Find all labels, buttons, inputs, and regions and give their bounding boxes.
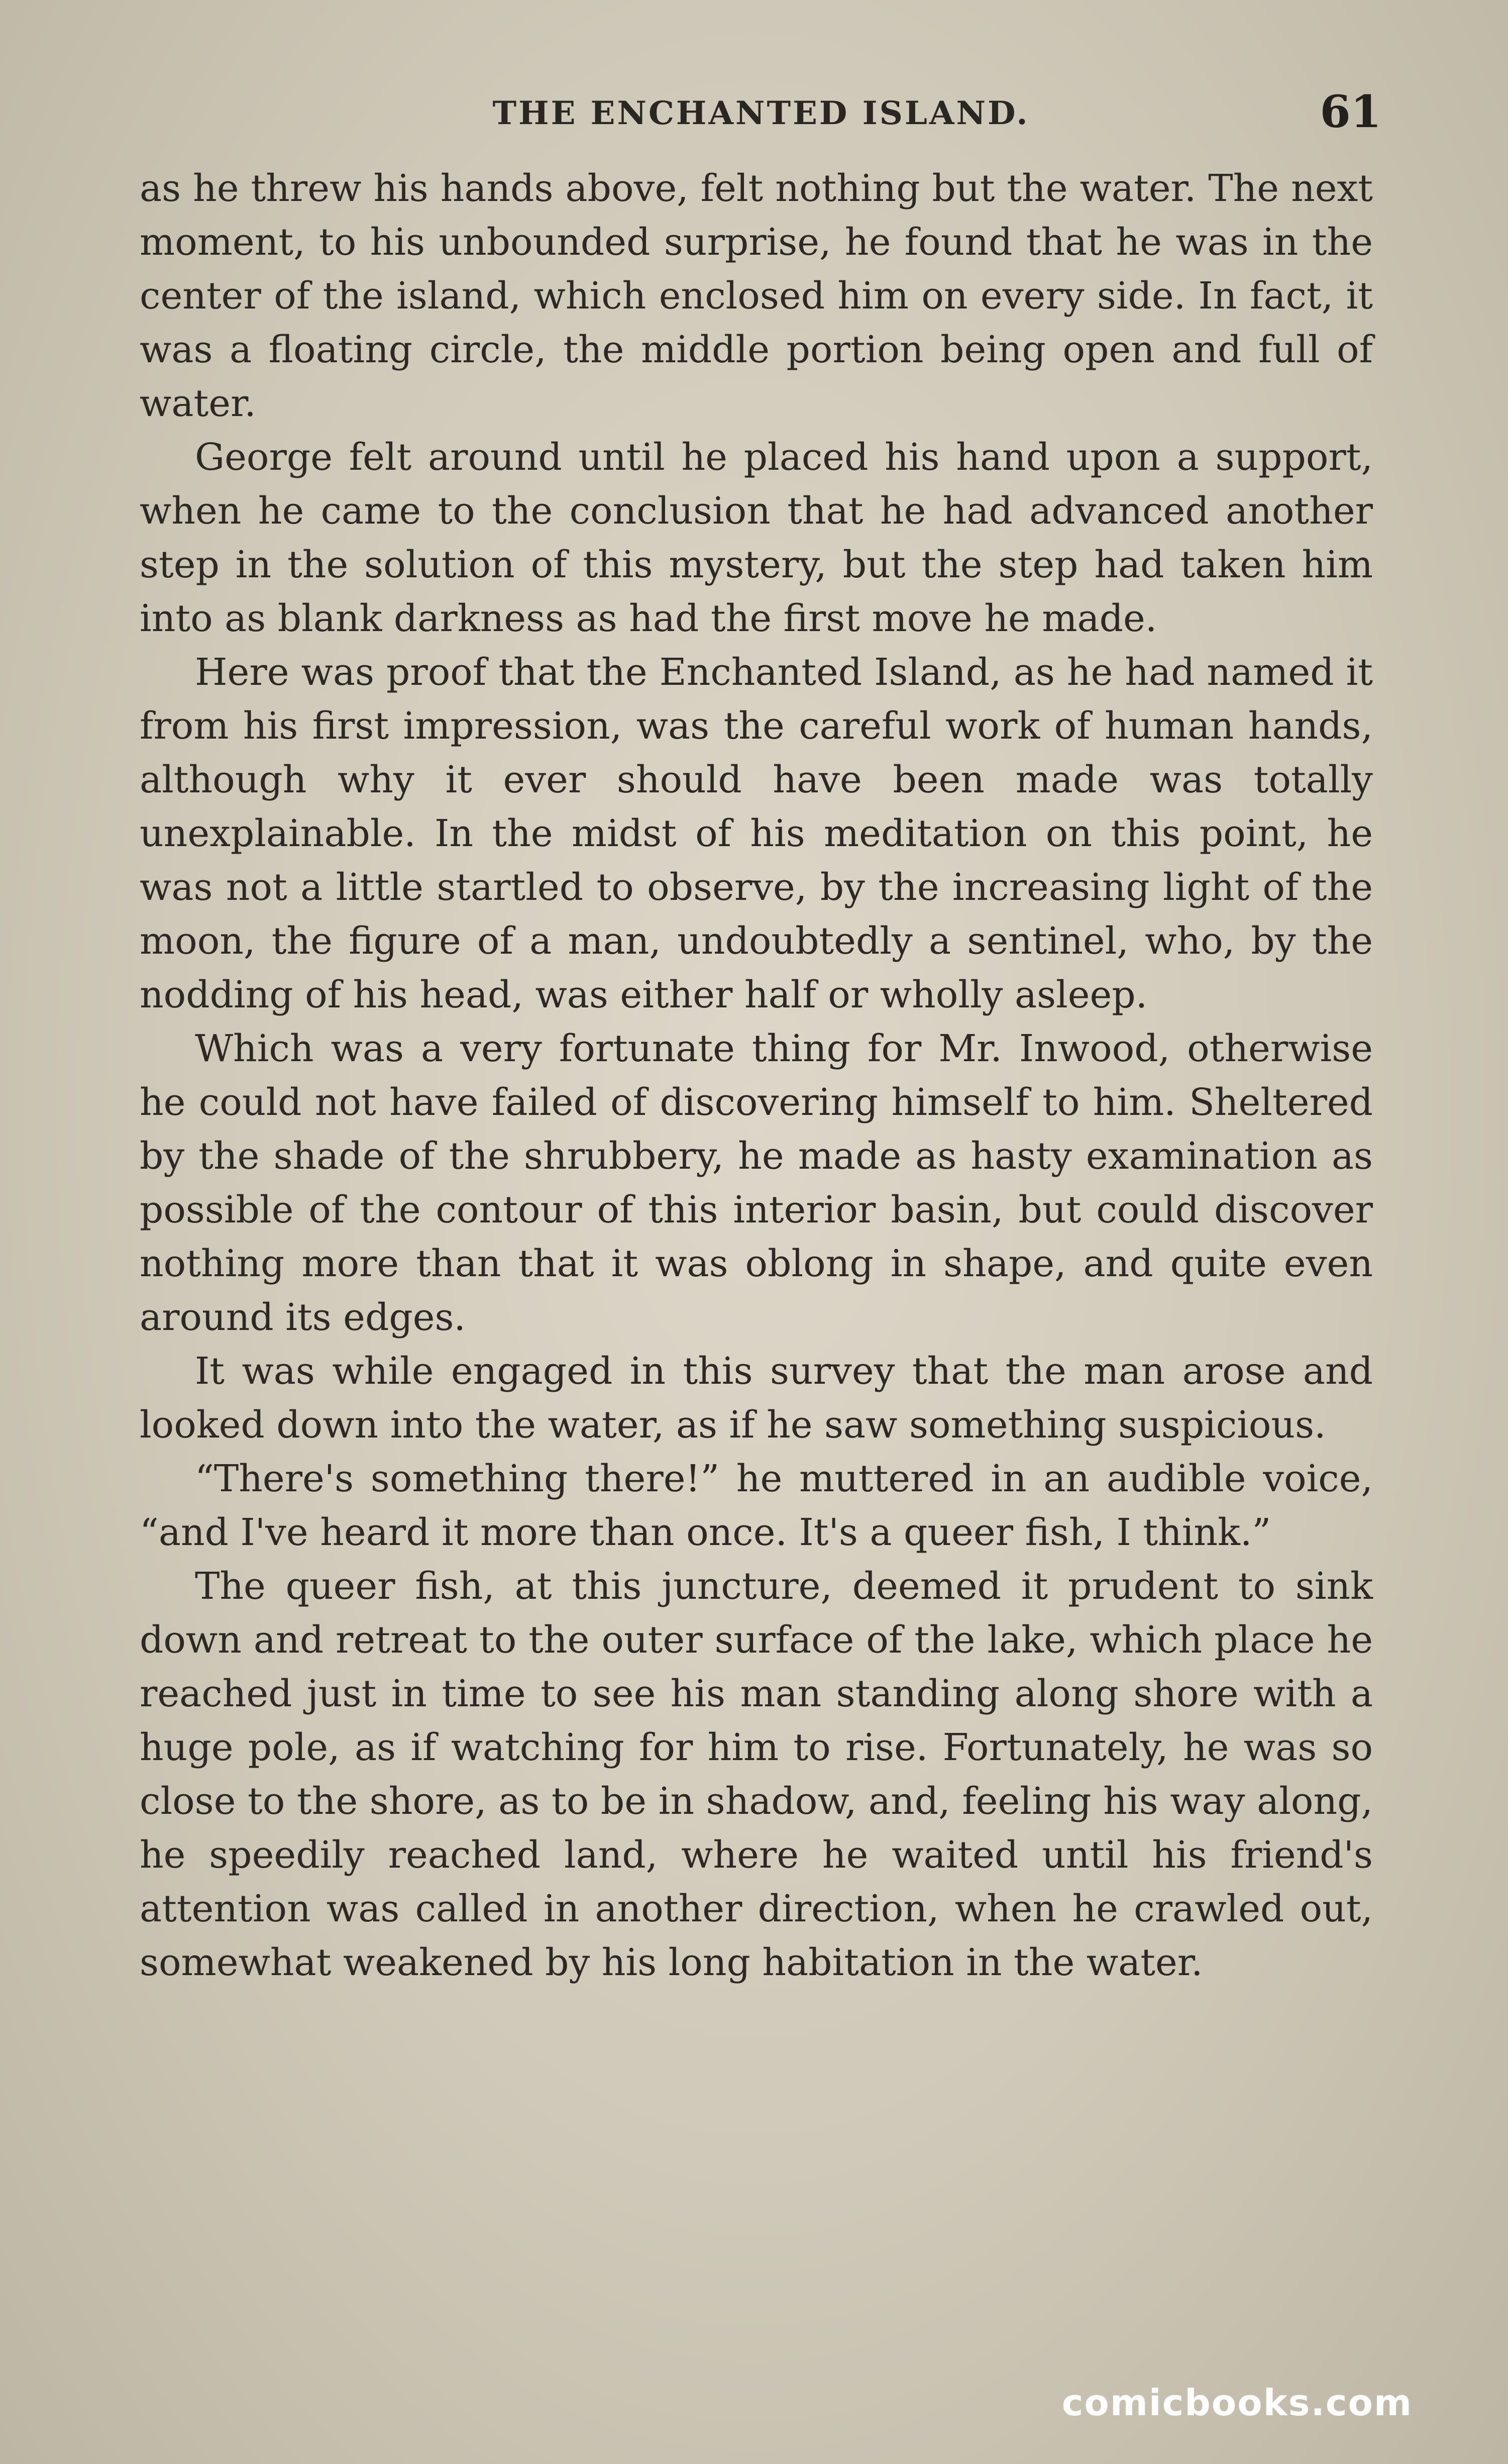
paragraph-3: Here was proof that the Enchanted Island, as he had named it from his first impression, was the careful work of human hands, although why it ever should have been made was totally unexplainable. In the midst of his meditation on this point, he was not a little startled to observe, by the increasing light of the moon, the figure of a man, undoubtedly a sentinel, who, by the nodding of his head, was either half or wholly asleep. [140,651,1373,1016]
paragraph-4: Which was a very fortunate thing for Mr. Inwood, otherwise he could not have failed of discovering himself to him. Sheltered by the shade of the shrubbery, he made as hasty examination as possible of the contour of this interior basin, but could discover nothing more than that it was oblong in shape, and quite even around its edges. [140,1027,1373,1339]
body-text [140,162,1373,1990]
watermark-logo: comicbooks.com [1061,2382,1413,2424]
paragraph-2: George felt around until he placed his hand upon a support, when he came to the conclusion that he had advanced another step in the solution of this mystery, but the step had taken him into as blank darkness as had the first move he made. [140,436,1373,640]
paragraph-1: as he threw his hands above, felt nothing but the water. The next moment, to his unbounded surprise, he found that he was in the center of the island, which enclosed him on every side. In fact, it was a floating circle, the middle portion being open and full of water. [140,167,1373,425]
paragraph-5: It was while engaged in this survey that the man arose and looked down into the water, as if he saw something suspicious. [140,1350,1373,1447]
paragraph-7: The queer fish, at this juncture, deemed it prudent to sink down and retreat to the outer surface of the lake, which place he reached just in time to see his man standing along shore with a huge pole, as if watching for him to rise. Fortunately, he was so close to the shore, as to be in shadow, and, feeling his way along, he speedily reached land, where he waited until his friend's attention was called in another direction, when he crawled out, somewhat weakened by his long habitation in the water. [140,1565,1373,1984]
page-number: 61 [1320,85,1381,138]
page-header [141,85,1381,156]
paragraph-6: “There's something there!” he muttered in an audible voice, “and I've heard it more than once. It's a queer fish, I think.” [140,1457,1373,1554]
running-title: THE ENCHANTED ISLAND. [492,94,1030,132]
